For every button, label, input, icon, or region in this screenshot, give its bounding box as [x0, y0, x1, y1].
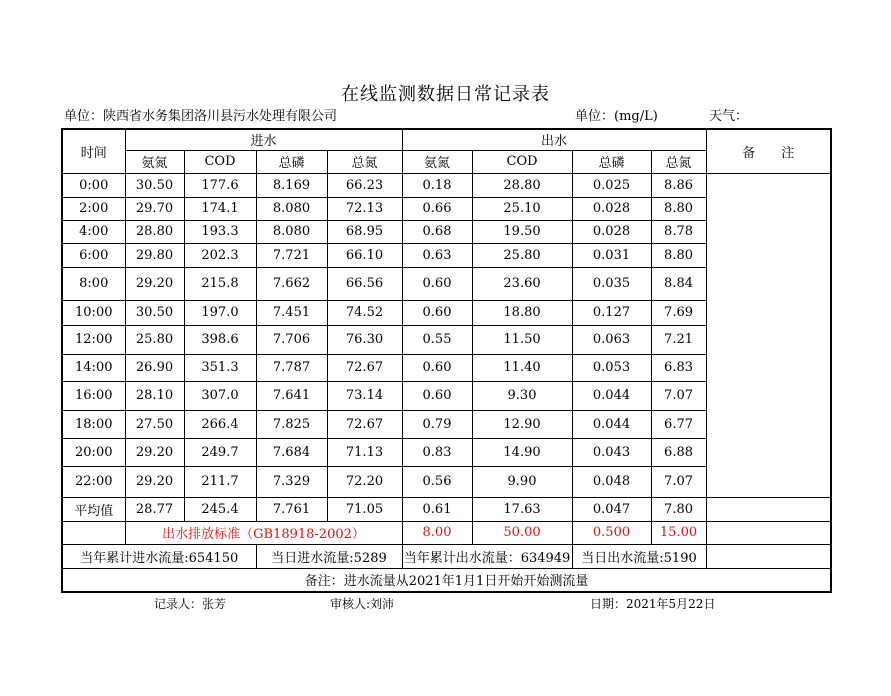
- annual-inflow-cell: 当年累计进水流量:654150: [62, 544, 256, 568]
- outflow-value-cell: 0.053: [572, 354, 651, 381]
- inflow-value-cell: 7.787: [256, 354, 327, 381]
- header-outflow-tp: 总磷: [572, 150, 651, 173]
- outflow-value-cell: 0.79: [402, 410, 472, 438]
- inflow-value-cell: 307.0: [184, 381, 256, 410]
- inflow-value-cell: 7.641: [256, 381, 327, 410]
- outflow-value-cell: 8.84: [651, 267, 706, 300]
- outflow-value-cell: 0.028: [572, 220, 651, 243]
- average-value-cell: 17.63: [472, 497, 572, 521]
- inflow-value-cell: 72.20: [327, 466, 402, 497]
- remarks-cell: [706, 173, 831, 497]
- inflow-value-cell: 174.1: [184, 197, 256, 220]
- average-remarks-cell: [706, 497, 831, 521]
- inflow-value-cell: 28.10: [125, 381, 184, 410]
- inflow-value-cell: 7.329: [256, 466, 327, 497]
- header-outflow-cod: COD: [472, 150, 572, 173]
- time-cell: 12:00: [62, 325, 125, 354]
- average-label: 平均值: [62, 497, 125, 521]
- outflow-value-cell: 0.127: [572, 300, 651, 325]
- outflow-value-cell: 7.69: [651, 300, 706, 325]
- header-outflow: 出水: [402, 129, 706, 150]
- outflow-value-cell: 0.044: [572, 381, 651, 410]
- outflow-value-cell: 0.63: [402, 243, 472, 267]
- inflow-value-cell: 249.7: [184, 438, 256, 466]
- inflow-value-cell: 193.3: [184, 220, 256, 243]
- outflow-value-cell: 19.50: [472, 220, 572, 243]
- note-cell: 备注：进水流量从2021年1月1日开始开始测流量: [62, 568, 831, 592]
- outflow-value-cell: 8.86: [651, 173, 706, 197]
- standard-label: 出水排放标准（GB18918-2002）: [125, 521, 402, 544]
- outflow-value-cell: 0.043: [572, 438, 651, 466]
- outflow-value-cell: 0.063: [572, 325, 651, 354]
- inflow-value-cell: 66.23: [327, 173, 402, 197]
- outflow-value-cell: 7.07: [651, 466, 706, 497]
- outflow-value-cell: 0.83: [402, 438, 472, 466]
- inflow-value-cell: 29.20: [125, 267, 184, 300]
- standard-time-cell: [62, 521, 125, 544]
- inflow-value-cell: 215.8: [184, 267, 256, 300]
- outflow-value-cell: 0.60: [402, 354, 472, 381]
- inflow-value-cell: 7.662: [256, 267, 327, 300]
- average-value-cell: 0.047: [572, 497, 651, 521]
- standard-value-cell: 0.500: [572, 521, 651, 544]
- daily-outflow-cell: 当日出水流量:5190: [572, 544, 706, 568]
- inflow-value-cell: 266.4: [184, 410, 256, 438]
- outflow-value-cell: 8.80: [651, 197, 706, 220]
- monitoring-table: [61, 128, 832, 593]
- outflow-value-cell: 14.90: [472, 438, 572, 466]
- outflow-value-cell: 6.88: [651, 438, 706, 466]
- inflow-value-cell: 66.56: [327, 267, 402, 300]
- inflow-value-cell: 398.6: [184, 325, 256, 354]
- standard-value-cell: 8.00: [402, 521, 472, 544]
- inflow-value-cell: 68.95: [327, 220, 402, 243]
- time-cell: 10:00: [62, 300, 125, 325]
- inflow-value-cell: 29.70: [125, 197, 184, 220]
- average-value-cell: 245.4: [184, 497, 256, 521]
- outflow-value-cell: 25.80: [472, 243, 572, 267]
- unit-measure-label: 单位：(mg/L): [575, 109, 658, 124]
- inflow-value-cell: 71.13: [327, 438, 402, 466]
- outflow-value-cell: 7.21: [651, 325, 706, 354]
- outflow-value-cell: 0.028: [572, 197, 651, 220]
- unit-org-label: 单位：陕西省水务集团洛川县污水处理有限公司: [64, 109, 338, 124]
- time-cell: 22:00: [62, 466, 125, 497]
- outflow-value-cell: 9.30: [472, 381, 572, 410]
- outflow-value-cell: 6.77: [651, 410, 706, 438]
- time-cell: 4:00: [62, 220, 125, 243]
- inflow-value-cell: 29.20: [125, 438, 184, 466]
- outflow-value-cell: 9.90: [472, 466, 572, 497]
- standard-value-cell: 15.00: [651, 521, 706, 544]
- reviewer-label: 审核人:刘沛: [330, 597, 395, 611]
- header-remarks: 备 注: [706, 129, 831, 173]
- time-cell: 8:00: [62, 267, 125, 300]
- header-inflow: 进水: [125, 129, 402, 150]
- inflow-value-cell: 202.3: [184, 243, 256, 267]
- recorder-label: 记录人：张芳: [154, 597, 227, 611]
- outflow-value-cell: 0.035: [572, 267, 651, 300]
- time-cell: 6:00: [62, 243, 125, 267]
- outflow-value-cell: 28.80: [472, 173, 572, 197]
- time-cell: 2:00: [62, 197, 125, 220]
- outflow-value-cell: 11.40: [472, 354, 572, 381]
- inflow-value-cell: 72.13: [327, 197, 402, 220]
- outflow-value-cell: 8.78: [651, 220, 706, 243]
- outflow-value-cell: 0.048: [572, 466, 651, 497]
- inflow-value-cell: 26.90: [125, 354, 184, 381]
- outflow-value-cell: 0.55: [402, 325, 472, 354]
- inflow-value-cell: 27.50: [125, 410, 184, 438]
- inflow-value-cell: 30.50: [125, 173, 184, 197]
- average-value-cell: 0.61: [402, 497, 472, 521]
- header-inflow-tn: 总氮: [327, 150, 402, 173]
- table-row: [62, 173, 831, 197]
- inflow-value-cell: 30.50: [125, 300, 184, 325]
- time-cell: 16:00: [62, 381, 125, 410]
- inflow-value-cell: 351.3: [184, 354, 256, 381]
- standard-row: [62, 521, 831, 544]
- inflow-value-cell: 25.80: [125, 325, 184, 354]
- inflow-value-cell: 7.684: [256, 438, 327, 466]
- outflow-value-cell: 12.90: [472, 410, 572, 438]
- note-row: [62, 568, 831, 592]
- outflow-value-cell: 0.60: [402, 300, 472, 325]
- outflow-value-cell: 0.031: [572, 243, 651, 267]
- header-inflow-cod: COD: [184, 150, 256, 173]
- inflow-value-cell: 29.80: [125, 243, 184, 267]
- inflow-value-cell: 8.080: [256, 220, 327, 243]
- header-row: [62, 129, 831, 150]
- average-value-cell: 7.80: [651, 497, 706, 521]
- time-cell: 20:00: [62, 438, 125, 466]
- outflow-value-cell: 0.60: [402, 267, 472, 300]
- time-cell: 18:00: [62, 410, 125, 438]
- daily-inflow-cell: 当日进水流量:5289: [256, 544, 402, 568]
- inflow-value-cell: 72.67: [327, 410, 402, 438]
- inflow-value-cell: 66.10: [327, 243, 402, 267]
- annual-outflow-cell: 当年累计出水流量：634949: [402, 544, 572, 568]
- inflow-value-cell: 211.7: [184, 466, 256, 497]
- outflow-value-cell: 0.68: [402, 220, 472, 243]
- inflow-value-cell: 29.20: [125, 466, 184, 497]
- outflow-value-cell: 0.56: [402, 466, 472, 497]
- inflow-value-cell: 7.706: [256, 325, 327, 354]
- inflow-value-cell: 8.169: [256, 173, 327, 197]
- outflow-value-cell: 8.80: [651, 243, 706, 267]
- time-cell: 0:00: [62, 173, 125, 197]
- outflow-value-cell: 0.025: [572, 173, 651, 197]
- standard-remarks-cell: [706, 521, 831, 544]
- inflow-value-cell: 7.825: [256, 410, 327, 438]
- header-outflow-tn: 总氮: [651, 150, 706, 173]
- outflow-value-cell: 23.60: [472, 267, 572, 300]
- inflow-value-cell: 73.14: [327, 381, 402, 410]
- inflow-value-cell: 28.80: [125, 220, 184, 243]
- standard-value-cell: 50.00: [472, 521, 572, 544]
- outflow-value-cell: 0.66: [402, 197, 472, 220]
- flow-row: [62, 544, 831, 568]
- inflow-value-cell: 177.6: [184, 173, 256, 197]
- average-value-cell: 71.05: [327, 497, 402, 521]
- record-title: 在线监测数据日常记录表: [341, 84, 550, 105]
- date-label: 日期：2021年5月22日: [590, 597, 716, 611]
- average-row: [62, 497, 831, 521]
- header-outflow-ammonia: 氨氮: [402, 150, 472, 173]
- header-inflow-tp: 总磷: [256, 150, 327, 173]
- inflow-value-cell: 8.080: [256, 197, 327, 220]
- outflow-value-cell: 18.80: [472, 300, 572, 325]
- data-rows: [62, 173, 831, 497]
- header-time: 时间: [62, 129, 125, 173]
- outflow-value-cell: 11.50: [472, 325, 572, 354]
- inflow-value-cell: 197.0: [184, 300, 256, 325]
- average-value-cell: 7.761: [256, 497, 327, 521]
- flow-remarks-cell: [706, 544, 831, 568]
- inflow-value-cell: 7.721: [256, 243, 327, 267]
- outflow-value-cell: 6.83: [651, 354, 706, 381]
- outflow-value-cell: 0.18: [402, 173, 472, 197]
- inflow-value-cell: 76.30: [327, 325, 402, 354]
- outflow-value-cell: 0.044: [572, 410, 651, 438]
- inflow-value-cell: 72.67: [327, 354, 402, 381]
- time-cell: 14:00: [62, 354, 125, 381]
- outflow-value-cell: 0.60: [402, 381, 472, 410]
- outflow-value-cell: 7.07: [651, 381, 706, 410]
- average-value-cell: 28.77: [125, 497, 184, 521]
- inflow-value-cell: 7.451: [256, 300, 327, 325]
- inflow-value-cell: 74.52: [327, 300, 402, 325]
- weather-label: 天气：: [709, 109, 749, 124]
- header-inflow-ammonia: 氨氮: [125, 150, 184, 173]
- outflow-value-cell: 25.10: [472, 197, 572, 220]
